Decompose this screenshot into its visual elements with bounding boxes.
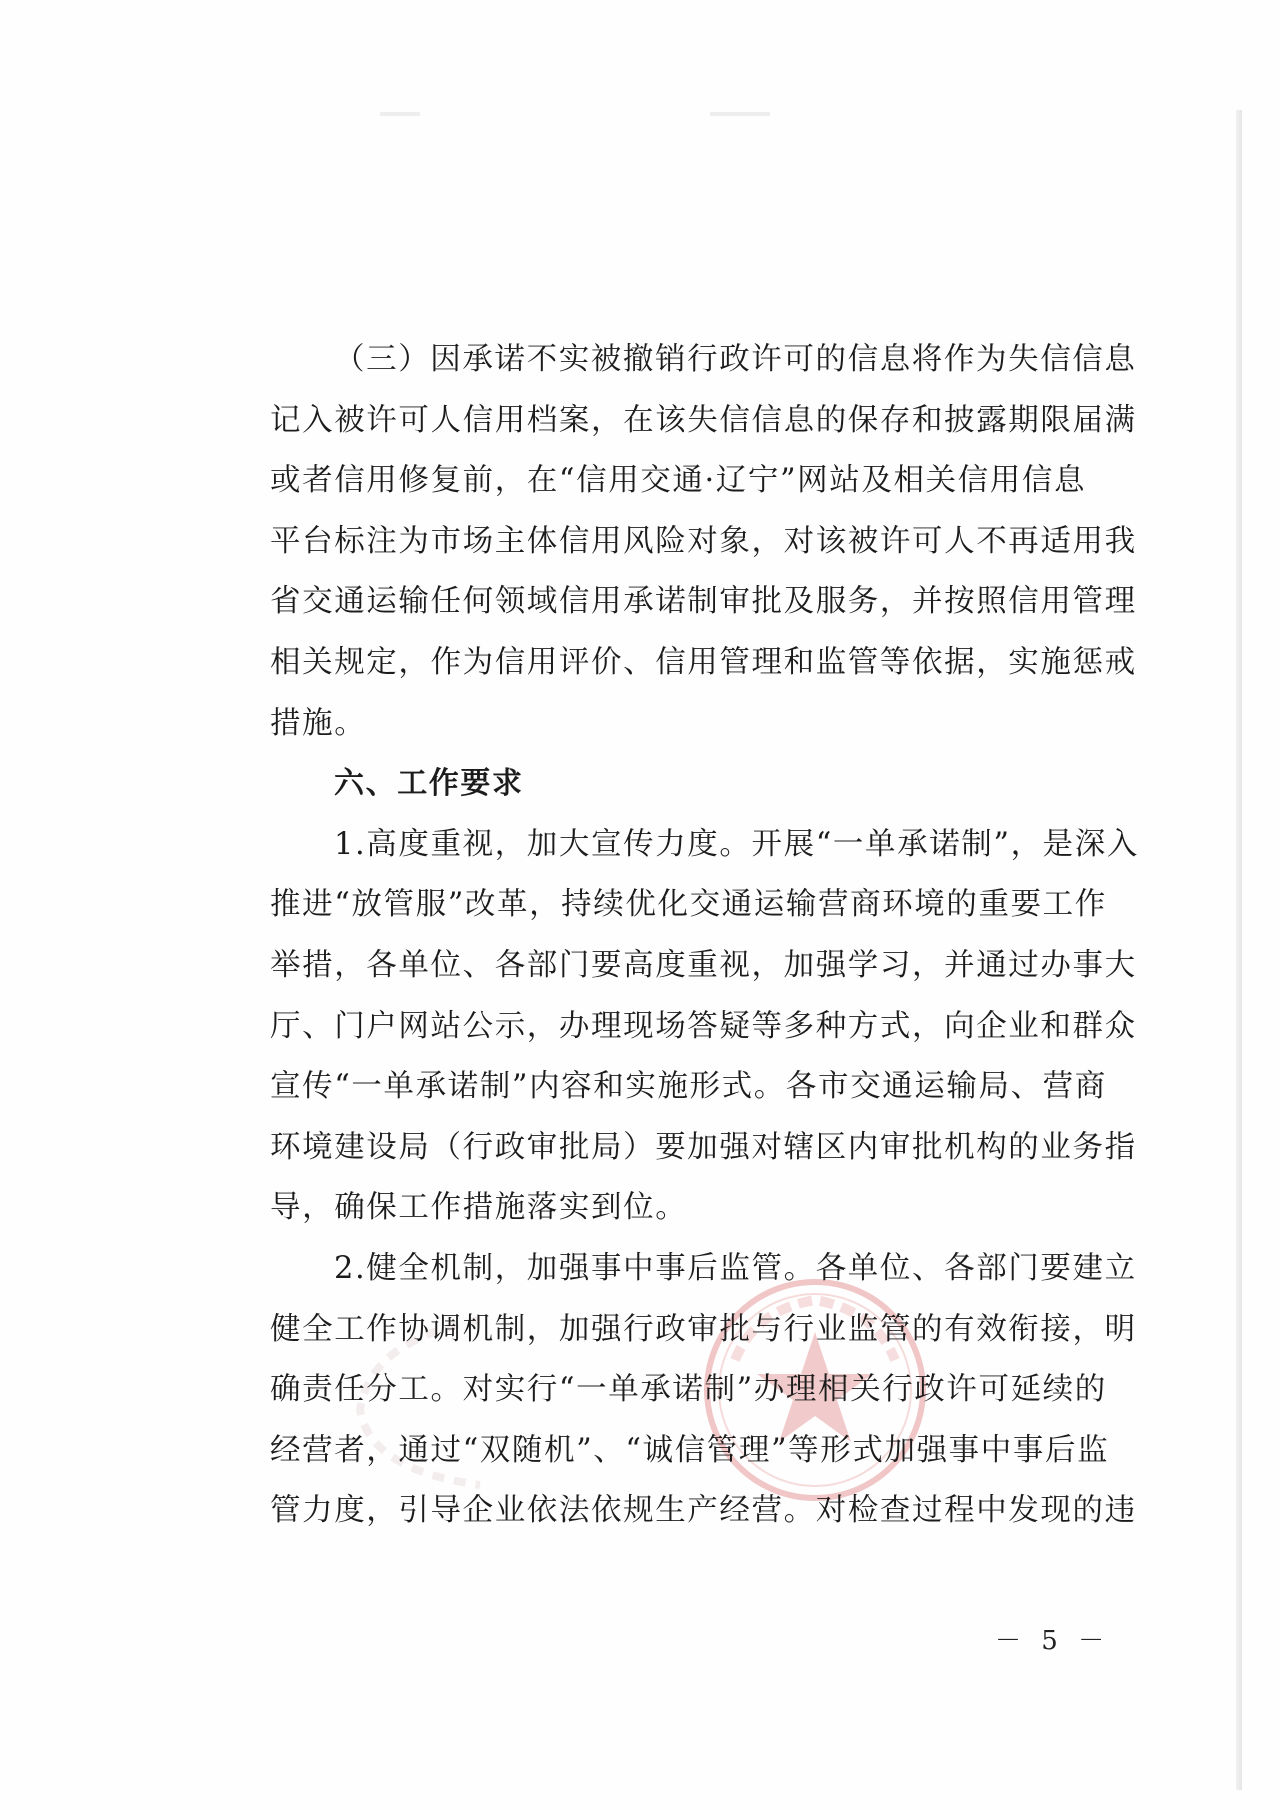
item-1-line-2: 推进“放管服”改革，持续优化交通运输营商环境的重要工作: [270, 887, 1107, 923]
item-2-line-3: 确责任分工。对实行“一单承诺制”办理相关行政许可延续的: [270, 1372, 1107, 1408]
item-1-line-5: 宣传“一单承诺制”内容和实施形式。各市交通运输局、营商: [270, 1069, 1107, 1105]
page-edge-shadow: [1236, 110, 1242, 1790]
item-1-line-7: 导，确保工作措施落实到位。: [270, 1190, 688, 1226]
item-2-line-1: 2.健全机制，加强事中事后监管。各单位、各部门要建立: [334, 1250, 1137, 1286]
item-2-line-2: 健全工作协调机制，加强行政审批与行业监管的有效衔接，明: [270, 1311, 1137, 1347]
document-body: [270, 330, 1139, 1542]
item-2-line-5: 管力度，引导企业依法依规生产经营。对检查过程中发现的违: [270, 1493, 1137, 1529]
scan-artifact-marks: [380, 112, 850, 118]
paragraph-3-line-3: 或者信用修复前，在“信用交通·辽宁”网站及相关信用信息: [270, 463, 1087, 499]
item-2-line-4: 经营者，通过“双随机”、“诚信管理”等形式加强事中事后监: [270, 1432, 1110, 1468]
paragraph-3-line-1: （三）因承诺不实被撤销行政许可的信息将作为失信信息: [334, 342, 1137, 377]
paragraph-3-line-5: 省交通运输任何领域信用承诺制审批及服务，并按照信用管理: [270, 584, 1137, 620]
paragraph-3-line-4: 平台标注为市场主体信用风险对象，对该被许可人不再适用我: [270, 523, 1137, 559]
item-1-line-1: 1.高度重视，加大宣传力度。开展“一单承诺制”，是深入: [334, 826, 1139, 862]
item-1-line-4: 厅、门户网站公示，办理现场答疑等多种方式，向企业和群众: [270, 1008, 1137, 1044]
paragraph-3-line-7: 措施。: [270, 705, 367, 741]
item-1-line-3: 举措，各单位、各部门要高度重视，加强学习，并通过办事大: [270, 947, 1137, 983]
paragraph-3-line-6: 相关规定，作为信用评价、信用管理和监管等依据，实施惩戒: [270, 644, 1137, 680]
section-heading: 六、工作要求: [334, 766, 524, 802]
paragraph-3-line-2: 记入被许可人信用档案，在该失信信息的保存和披露期限届满: [270, 402, 1137, 438]
item-1-line-6: 环境建设局（行政审批局）要加强对辖区内审批机构的业务指: [270, 1129, 1137, 1165]
page-number: － 5 －: [995, 1626, 1111, 1656]
